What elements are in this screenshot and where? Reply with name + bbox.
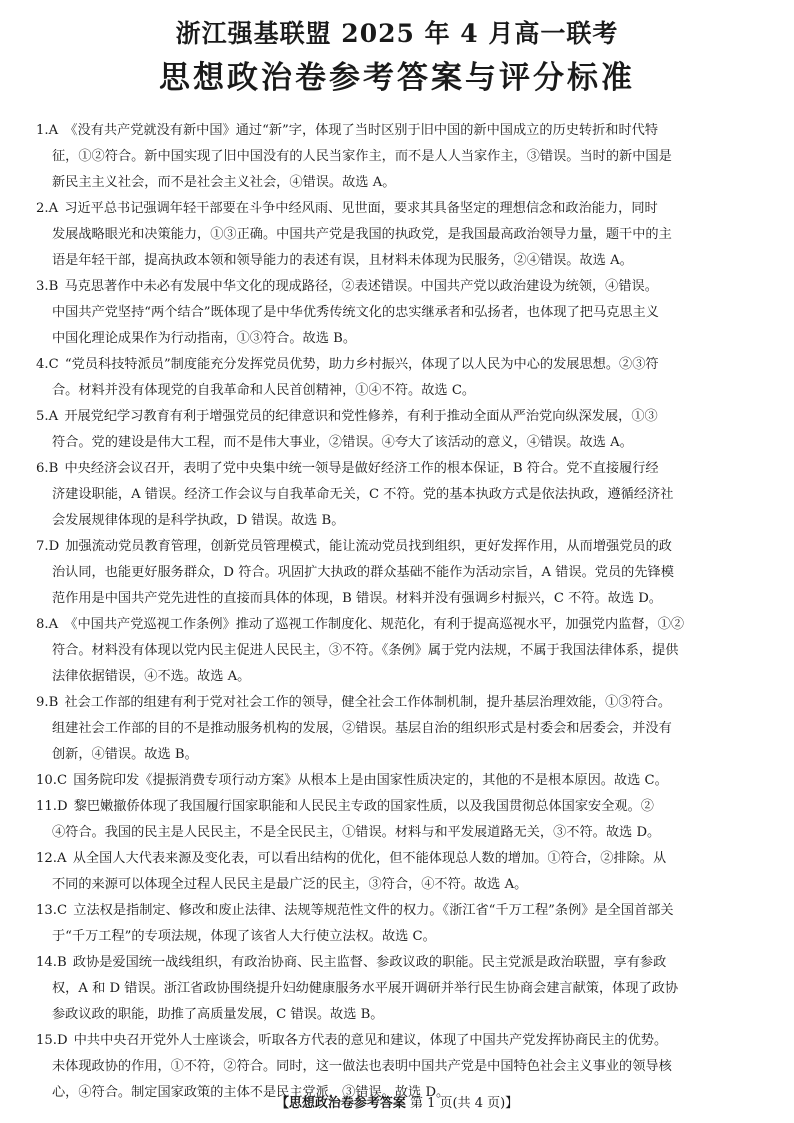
answer-text: 不同的来源可以体现全过程人民民主是最广泛的民主，③符合，④不符。故选 A。 — [52, 877, 528, 892]
answer-number: 2.A — [36, 201, 59, 216]
answer-text: 心，④符合。制定国家政策的主体不是民主党派，③错误。故选 D。 — [52, 1085, 450, 1100]
answer-line — [36, 846, 758, 872]
answer-line — [36, 170, 758, 196]
answer-line — [36, 456, 758, 482]
answer-text: 参政议政的职能，助推了高质量发展，C 错误。故选 B。 — [52, 1007, 384, 1022]
answer-line — [36, 196, 758, 222]
answer-number: 3.B — [36, 279, 59, 294]
answer-item — [36, 612, 758, 690]
answer-text: 马克思著作中未必有发展中华文化的现成路径，②表述错误。中国共产党以政治建设为统领，④错误。 — [64, 279, 658, 294]
answer-text: 社会工作部的组建有利于党对社会工作的领导，健全社会工作体制机制，提升基层治理效能，①③符合。 — [64, 695, 672, 710]
answer-line — [36, 118, 758, 144]
answer-number: 4.C — [36, 357, 59, 372]
answer-line — [36, 820, 758, 846]
answer-line — [36, 300, 758, 326]
answer-text: 从全国人大代表来源及变化表，可以看出结构的优化，但不能体现总人数的增加。①符合，②排除。从 — [72, 851, 667, 866]
answer-line — [36, 768, 758, 794]
answer-text: 黎巴嫩撤侨体现了我国履行国家职能和人民民主专政的国家性质，以及我国贯彻总体国家安全观。② — [73, 799, 654, 814]
answer-item — [36, 690, 758, 768]
answer-line — [36, 560, 758, 586]
answer-line — [36, 794, 758, 820]
footer-label: 【思想政治卷参考答案 — [275, 1096, 406, 1111]
answer-item — [36, 456, 758, 534]
document-subtitle: 思想政治卷参考答案与评分标准 — [159, 60, 635, 96]
answer-line — [36, 430, 758, 456]
answer-text: 济建设职能，A 错误。经济工作会议与自我革命无关，C 不符。党的基本执政方式是依法执政，遵循经济社 — [52, 487, 674, 502]
answer-text: 于“千万工程”的专项法规，体现了该省人大行使立法权。故选 C。 — [52, 929, 436, 944]
answer-text: 会发展规律体现的是科学执政，D 错误。故选 B。 — [52, 513, 345, 528]
answer-line — [36, 326, 758, 352]
answer-item — [36, 118, 758, 196]
answer-text: 加强流动党员教育管理，创新党员管理模式，能让流动党员找到组织，更好发挥作用，从而增强党员的政 — [65, 539, 672, 554]
answer-line — [36, 898, 758, 924]
answer-text: 《中国共产党巡视工作条例》推动了巡视工作制度化、规范化，有利于提高巡视水平，加强党内监督，①② — [64, 617, 685, 632]
answer-line — [36, 534, 758, 560]
answer-item — [36, 898, 758, 950]
page-footer — [0, 1092, 794, 1111]
answer-number: 12.A — [36, 851, 67, 866]
answer-line — [36, 1054, 758, 1080]
answer-text: 符合。材料没有体现以党内民主促进人民民主，③不符。《条例》属于党内法规，不属于我国法律体系，提供 — [52, 643, 679, 658]
answer-line — [36, 404, 758, 430]
answer-line — [36, 612, 758, 638]
answer-number: 11.D — [36, 799, 68, 814]
answer-number: 14.B — [36, 955, 67, 970]
answer-number: 1.A — [36, 123, 59, 138]
answer-line — [36, 716, 758, 742]
answer-number: 7.D — [36, 539, 60, 554]
answer-number: 10.C — [36, 773, 68, 788]
answer-line — [36, 742, 758, 768]
answer-text: 中国化理论成果作为行动指南，①③符合。故选 B。 — [52, 331, 357, 346]
answer-line — [36, 482, 758, 508]
answer-line — [36, 976, 758, 1002]
answer-number: 6.B — [36, 461, 59, 476]
answer-text: 新民主主义社会，而不是社会主义社会，④错误。故选 A。 — [52, 175, 396, 190]
answer-line — [36, 664, 758, 690]
answer-item — [36, 196, 758, 274]
answer-text: 未体现政协的作用，①不符，②符合。同时，这一做法也表明中国共产党是中国特色社会主义事业的领导核 — [52, 1059, 672, 1074]
answer-text: “党员科技特派员”制度能充分发挥党员优势，助力乡村振兴，体现了以人民为中心的发展思想。②③符 — [64, 357, 659, 372]
answer-item — [36, 950, 758, 1028]
answer-line — [36, 1028, 758, 1054]
answer-text: 中国共产党坚持“两个结合”既体现了是中华优秀传统文化的忠实继承者和弘扬者，也体现了把马克思主义 — [52, 305, 659, 320]
answer-line — [36, 378, 758, 404]
answer-line — [36, 222, 758, 248]
answer-text: 权，A 和 D 错误。浙江省政协围绕提升妇幼健康服务水平展开调研并举行民生协商会建言献策，体现了政协 — [52, 981, 679, 996]
answer-text: 治认同，也能更好服务群众，D 符合。巩固扩大执政的群众基础不能作为活动宗旨，A 错误。党员的先锋模 — [52, 565, 674, 580]
answer-text: 符合。党的建设是伟大工程，而不是伟大事业，②错误。④夸大了该活动的意义，④错误。故选 A。 — [52, 435, 633, 450]
answer-line — [36, 144, 758, 170]
answer-list — [36, 118, 758, 1106]
answer-line — [36, 352, 758, 378]
document-title: 浙江强基联盟 2025 年 4 月高一联考 — [175, 19, 619, 48]
answer-text: 中央经济会议召开，表明了党中央集中统一领导是做好经济工作的根本保证，B 符合。党不直接履行经 — [64, 461, 659, 476]
answer-item — [36, 768, 758, 794]
answer-item — [36, 846, 758, 898]
answer-line — [36, 1002, 758, 1028]
answer-line — [36, 950, 758, 976]
answer-item — [36, 404, 758, 456]
answer-number: 5.A — [36, 409, 59, 424]
answer-item — [36, 352, 758, 404]
answer-line — [36, 638, 758, 664]
answer-item — [36, 274, 758, 352]
answer-text: 法律依据错误，④不选。故选 A。 — [52, 669, 251, 684]
answer-text: 范作用是中国共产党先进性的直接而具体的体现，B 错误。材料并没有强调乡村振兴，C 不符。故选 D。 — [52, 591, 662, 606]
footer-page-number: 第 1 页(共 4 页)】 — [409, 1096, 519, 1111]
answer-text: 征，①②符合。新中国实现了旧中国没有的人民当家作主，而不是人人当家作主，③错误。当时的新中国是 — [52, 149, 672, 164]
answer-text: 立法权是指制定、修改和废止法律、法规等规范性文件的权力。《浙江省“千万工程”条例》是全国首部关 — [73, 903, 674, 918]
answer-text: ④符合。我国的民主是人民民主，不是全民民主，①错误。材料与和平发展道路无关，③不符。故选 D。 — [52, 825, 661, 840]
answer-item — [36, 534, 758, 612]
answer-text: 合。材料并没有体现党的自我革命和人民首创精神，①④不符。故选 C。 — [52, 383, 476, 398]
answer-text: 创新，④错误。故选 B。 — [52, 747, 198, 762]
answer-number: 9.B — [36, 695, 59, 710]
answer-text: 中共中央召开党外人士座谈会，听取各方代表的意见和建议，体现了中国共产党发挥协商民主的优势。 — [73, 1033, 668, 1048]
answer-line — [36, 274, 758, 300]
answer-number: 8.A — [36, 617, 59, 632]
answer-line — [36, 924, 758, 950]
answer-text: 开展党纪学习教育有利于增强党员的纪律意识和党性修养，有利于推动全面从严治党向纵深发展，①③ — [64, 409, 658, 424]
answer-text: 语是年轻干部，提高执政本领和领导能力的表述有误，且材料未体现为民服务，②④错误。故选 A。 — [52, 253, 633, 268]
answer-text: 《没有共产党就没有新中国》通过“新”字，体现了当时区别于旧中国的新中国成立的历史转折和时代特 — [64, 123, 659, 138]
answer-line — [36, 872, 758, 898]
answer-text: 习近平总书记强调年轻干部要在斗争中经风雨、见世面，要求其具备坚定的理想信念和政治能力，同时 — [64, 201, 658, 216]
answer-number: 13.C — [36, 903, 68, 918]
answer-line — [36, 508, 758, 534]
answer-line — [36, 690, 758, 716]
answer-line — [36, 586, 758, 612]
answer-text: 国务院印发《提振消费专项行动方案》从根本上是由国家性质决定的，其他的不是根本原因。故选 C。 — [73, 773, 668, 788]
answer-text: 发展战略眼光和决策能力，①③正确。中国共产党是我国的执政党，是我国最高政治领导力量，题干中的主 — [52, 227, 672, 242]
answer-text: 组建社会工作部的目的不是推动服务机构的发展，②错误。基层自治的组织形式是村委会和居委会，并没有 — [52, 721, 672, 736]
answer-item — [36, 794, 758, 846]
answer-line — [36, 248, 758, 274]
answer-number: 15.D — [36, 1033, 68, 1048]
answer-text: 政协是爱国统一战线组织，有政治协商、民主监督、参政议政的职能。民主党派是政治联盟，享有参政 — [72, 955, 667, 970]
